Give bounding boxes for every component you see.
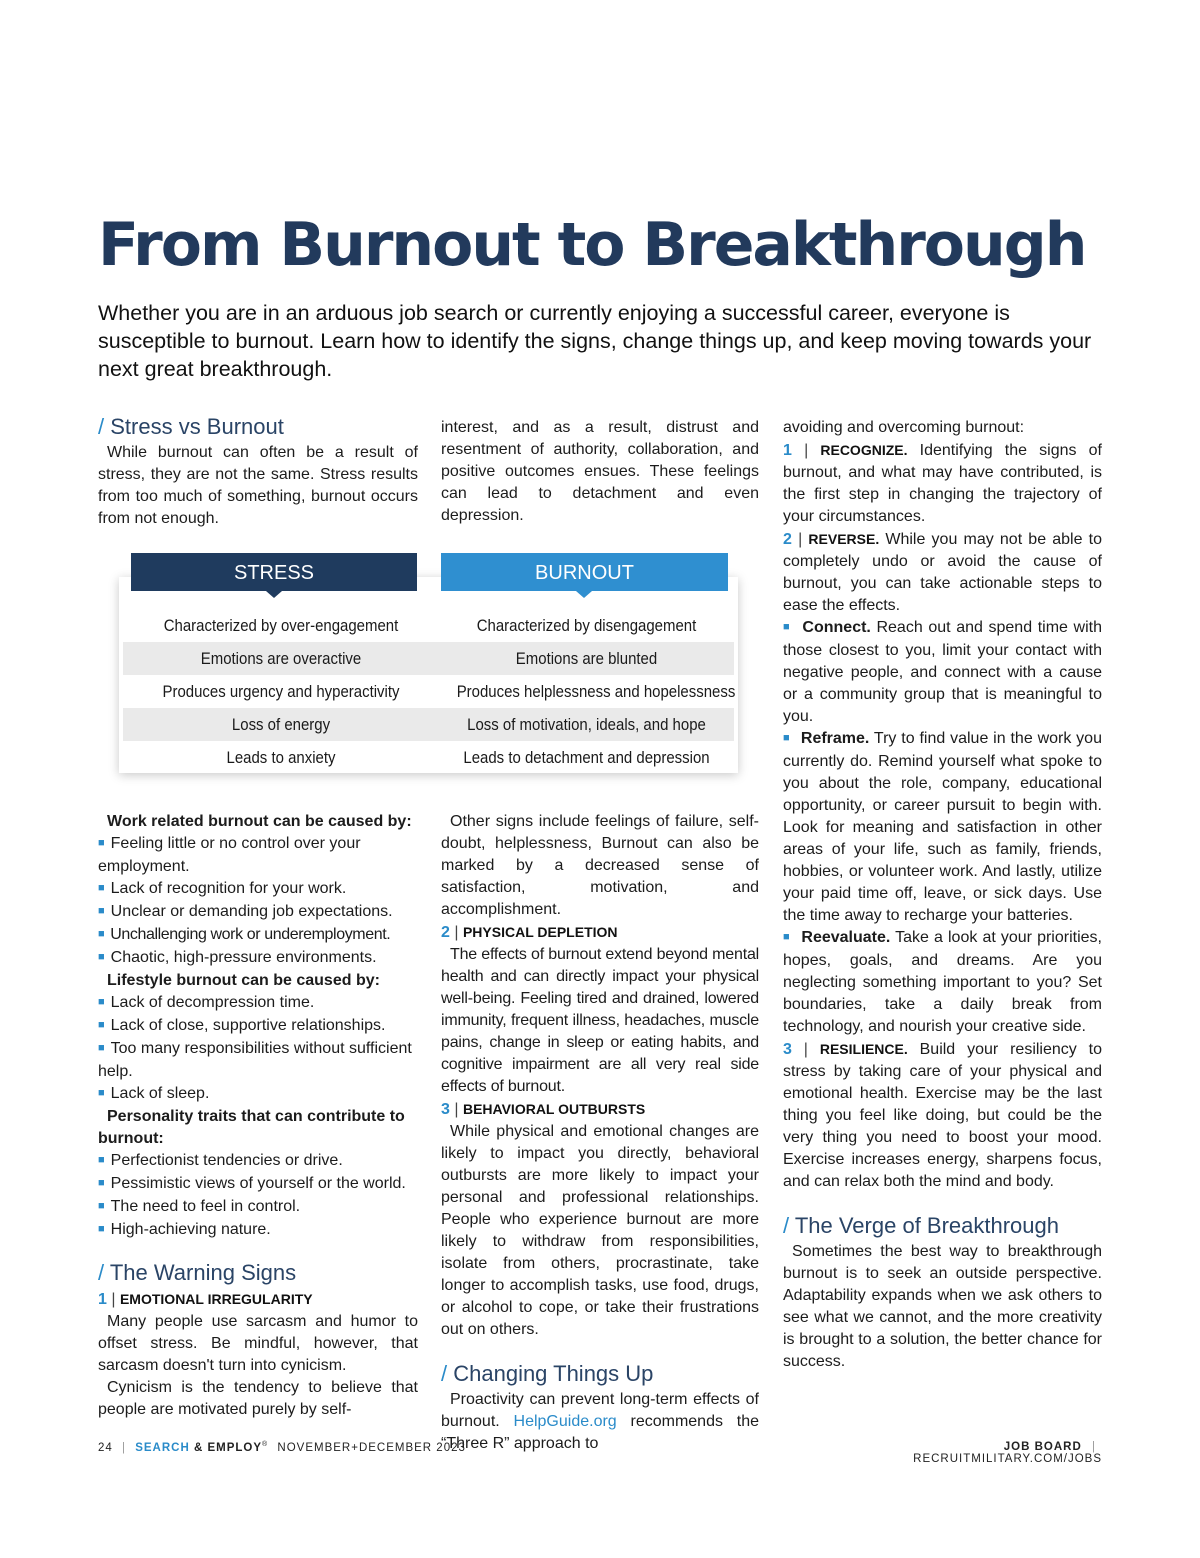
connect-item	[783, 617, 1102, 728]
list-item-text: The need to feel in control.	[110, 1198, 301, 1215]
header-pointer	[576, 591, 592, 598]
subheading-physical: 2 | PHYSICAL DEPLETION	[441, 924, 618, 941]
work-causes-heading: Work related burnout can be caused by:	[107, 813, 412, 830]
list-item	[98, 901, 418, 924]
bullet-icon: ■	[98, 1087, 105, 1099]
heading-text: Changing Things Up	[453, 1361, 654, 1386]
number: 2	[441, 924, 450, 941]
list-item-text: Feeling little or no control over your employment.	[98, 835, 361, 875]
stress-cell: Characterized by over-engagement	[163, 616, 399, 635]
bold-label: Connect.	[802, 619, 871, 636]
paragraph: While burnout can often be a result of stress, they are not the same. Stress results from too much of something, burnout occurs from not enough.	[98, 444, 418, 527]
page-number: 24	[98, 1441, 113, 1454]
table-row	[123, 675, 734, 708]
paragraph: avoiding and overcoming burnout:	[783, 419, 1025, 436]
list-item-text: Lack of recognition for your work.	[110, 880, 347, 897]
bullet-icon: ■	[783, 732, 791, 744]
list-item-text: Lack of sleep.	[110, 1085, 210, 1102]
lifestyle-causes-heading: Lifestyle burnout can be caused by:	[107, 972, 380, 989]
bullet-icon: ■	[98, 1200, 105, 1212]
list-item	[98, 1083, 418, 1106]
list-item-text: Lack of close, supportive relationships.	[110, 1017, 386, 1034]
table-header-stress: STRESS	[131, 553, 417, 591]
list-item-text: Unchallenging work or underemployment.	[110, 926, 391, 943]
section-heading-stress-vs-burnout: / Stress vs Burnout	[98, 414, 284, 439]
table-row	[123, 708, 734, 741]
text: Proactivity can prevent long-term effects of burnout.	[441, 1391, 759, 1430]
section-name: JOB BOARD	[1003, 1441, 1082, 1453]
number: 1	[98, 1291, 107, 1308]
list-item	[98, 1150, 418, 1173]
bullet-icon: ■	[98, 1019, 105, 1031]
list-item	[98, 878, 418, 901]
subheading-text: PHYSICAL DEPLETION	[462, 924, 618, 940]
list-item-text: Lack of decompression time.	[110, 994, 315, 1011]
issue-date: NOVEMBER+DECEMBER 2023	[277, 1441, 466, 1454]
stress-cell: Loss of energy	[231, 715, 331, 734]
bullet-icon: ■	[98, 1042, 105, 1054]
list-item	[98, 1196, 418, 1219]
text: Try to find value in the work you currently do. Remind yourself what spoke to you about the role, company, educational opportunity, or career pursuit to begin with. Look for meaning and satisfaction in other areas of your life, such as family, friends, hobbies, or volunteer work. And lastly, utilize your paid time off, leave, or sick days. Use the time away to recharge your batteries.	[783, 730, 1102, 924]
list-item-text: Pessimistic views of yourself or the world.	[110, 1175, 406, 1192]
paragraph: Other signs include feelings of failure, self-doubt, helplessness, Burnout can also be marked by a decreased sense of satisfaction, motivation, and accomplishment.	[441, 813, 759, 918]
text: Take a look at your priorities, hopes, goals, and dreams. Are you neglecting something important to you? Set boundaries, take a daily break from technology, and nourish your creative side.	[783, 929, 1102, 1035]
page-title: From Burnout to Breakthrough	[98, 210, 1086, 280]
bullet-icon: ■	[98, 951, 105, 963]
causes-section	[98, 811, 418, 1421]
subheading-text: EMOTIONAL IRREGULARITY	[119, 1291, 313, 1307]
bullet-icon: ■	[98, 1154, 105, 1166]
resilience-item: 3 | RESILIENCE. Build your resiliency to stress by taking care of your physical and emotional health. Exercise may be the last thing you feel like doing, but could be the very thing you need to boost your mood. Exercise increases energy, sharpens focus, and can relax both the mind and body.	[783, 1041, 1103, 1190]
table-row	[123, 642, 734, 675]
bullet-icon: ■	[783, 931, 791, 943]
registered-mark: ®	[262, 1441, 269, 1448]
reverse-item: 2 | REVERSE. While you may not be able to completely undo or avoid the cause of burnout, you can take actionable steps to ease the effects.	[783, 531, 1103, 614]
text: Identifying the signs of burnout, and what may have contributed, is the first step in changing the trajectory of your circumstances.	[783, 442, 1102, 525]
list-item-text: High-achieving nature.	[110, 1221, 271, 1238]
paragraph	[441, 1389, 759, 1455]
paragraph: While physical and emotional changes are likely to impact you directly, behavioral outbursts are more likely to impact your personal and professional relationships. People who experience burnout are more likely to withdraw from responsibilities, isolate from others, procrastinate, take longer to accomplish tasks, use food, drugs, or alcohol to cope, or take their frustrations out on others.	[441, 1123, 759, 1338]
stress-vs-burnout-section	[98, 412, 418, 530]
paragraph: The effects of burnout extend beyond mental health and can directly impact your physical well-being. Feeling tired and drained, lowered immunity, frequent illness, headaches, muscle pains, change in sleep or eating habits, and cognitive impairment are all very real side effects of burnout.	[441, 946, 759, 1095]
intro-paragraph: Whether you are in an arduous job search or currently enjoying a successful career, everyone is susceptible to burnout. Learn how to identify the signs, change things up, and keep moving towards your next great breakthrough.	[98, 301, 1092, 381]
subheading-text: RESILIENCE.	[819, 1041, 908, 1057]
footer-left: 24 | SEARCH & EMPLOY® NOVEMBER+DECEMBER 2023	[98, 1441, 466, 1454]
text: Build your resiliency to stress by taking care of your physical and emotional health. Exercise may be the last thing you feel like doing, but could be the very thing you need to boost your mood. Exercise increases energy, sharpens focus, and can relax both the mind and body.	[783, 1041, 1103, 1190]
list-item	[98, 992, 418, 1015]
text: Reach out and spend time with those closest to you, limit your contact with negative people, and connect with a cause or a community group that is meaningful to you.	[783, 619, 1102, 725]
heading-text: The Verge of Breakthrough	[794, 1213, 1059, 1238]
bullet-icon: ■	[98, 1177, 105, 1189]
subheading-behavioral: 3 | BEHAVIORAL OUTBURSTS	[441, 1101, 646, 1118]
list-item-text: Unclear or demanding job expectations.	[110, 903, 393, 920]
bullet-icon: ■	[98, 905, 105, 917]
bullet-icon: ■	[783, 621, 791, 633]
number: 3	[441, 1101, 450, 1118]
table-header-burnout: BURNOUT	[441, 553, 728, 591]
list-item-text: Too many responsibilities without sufficient help.	[98, 1040, 412, 1080]
bullet-icon: ■	[98, 1223, 105, 1235]
bullet-icon: ■	[98, 882, 105, 894]
footer-right: JOB BOARD | RECRUITMILITARY.COM/JOBS	[913, 1441, 1102, 1465]
subheading-text: BEHAVIORAL OUTBURSTS	[462, 1101, 646, 1117]
text: While you may not be able to completely undo or avoid the cause of burnout, you can take actionable steps to ease the effects.	[783, 531, 1103, 614]
list-item	[98, 1038, 418, 1083]
section-heading-verge-of-breakthrough: / The Verge of Breakthrough	[783, 1213, 1059, 1238]
bullet-icon: ■	[98, 837, 105, 849]
table-row	[123, 609, 734, 642]
paragraph: Cynicism is the tendency to believe that people are motivated purely by self-	[98, 1379, 418, 1418]
heading-text: Stress vs Burnout	[110, 414, 284, 439]
burnout-cell: Leads to detachment and depression	[463, 748, 710, 767]
list-item	[98, 947, 418, 970]
warning-signs-continued	[441, 811, 759, 1455]
list-item-text: Perfectionist tendencies or drive.	[110, 1152, 343, 1169]
paragraph: interest, and as a result, distrust and resentment of authority, collaboration, and positive outcomes ensues. These feelings can lead to detachment and even depression.	[441, 419, 759, 524]
text: recommends the “Three R” approach to	[441, 1413, 760, 1452]
table-row	[123, 741, 734, 774]
bullet-icon: ■	[98, 928, 105, 940]
helpguide-link[interactable]: HelpGuide.org	[513, 1413, 617, 1430]
list-item	[98, 1015, 418, 1038]
recognize-item: 1 | RECOGNIZE. Identifying the signs of burnout, and what may have contributed, is the first step in changing the trajectory of your circumstances.	[783, 442, 1102, 525]
stress-cell: Produces urgency and hyperactivity	[162, 682, 400, 701]
bold-label: Reevaluate.	[801, 929, 891, 946]
section-heading-warning-signs: / The Warning Signs	[98, 1260, 297, 1285]
number: 1	[783, 442, 792, 459]
header-pointer	[266, 591, 282, 598]
list-item	[98, 1219, 418, 1242]
reframe-item	[783, 728, 1102, 927]
paragraph: Many people use sarcasm and humor to offset stress. Be mindful, however, that sarcasm doesn't turn into cynicism.	[98, 1313, 418, 1374]
list-item-text: Chaotic, high-pressure environments.	[110, 949, 377, 966]
burnout-cell: Emotions are blunted	[515, 649, 658, 668]
heading-text: The Warning Signs	[109, 1260, 297, 1285]
subheading-emotional: 1 | EMOTIONAL IRREGULARITY	[98, 1291, 313, 1308]
changing-things-up-continued	[783, 417, 1102, 1373]
list-item	[98, 1173, 418, 1196]
bullet-icon: ■	[98, 996, 105, 1008]
number: 3	[783, 1041, 792, 1058]
section-heading-changing-things-up: / Changing Things Up	[441, 1361, 654, 1386]
stress-vs-burnout-continued	[441, 417, 759, 527]
footer-url[interactable]: RECRUITMILITARY.COM/JOBS	[913, 1453, 1102, 1465]
reevaluate-item	[783, 927, 1102, 1038]
personality-heading: Personality traits that can contribute to burnout:	[98, 1108, 405, 1147]
stress-cell: Emotions are overactive	[200, 649, 362, 668]
brand-name-2: & EMPLOY	[193, 1441, 263, 1454]
burnout-cell: Produces helplessness and hopelessness	[456, 682, 736, 701]
paragraph: Sometimes the best way to breakthrough burnout is to seek an outside perspective. Adaptability expands when we ask others to see what we cannot, and the more creativity is brought to a solution, the better chance for success.	[783, 1243, 1102, 1370]
subheading-text: REVERSE.	[808, 531, 880, 547]
stress-cell: Leads to anxiety	[226, 748, 336, 767]
subheading-text: RECOGNIZE.	[820, 442, 908, 458]
burnout-cell: Loss of motivation, ideals, and hope	[467, 715, 706, 734]
list-item	[98, 833, 418, 878]
burnout-cell: Characterized by disengagement	[476, 616, 697, 635]
bold-label: Reframe.	[800, 730, 870, 747]
number: 2	[783, 531, 792, 548]
list-item	[98, 924, 418, 947]
brand-name: SEARCH	[135, 1441, 190, 1454]
